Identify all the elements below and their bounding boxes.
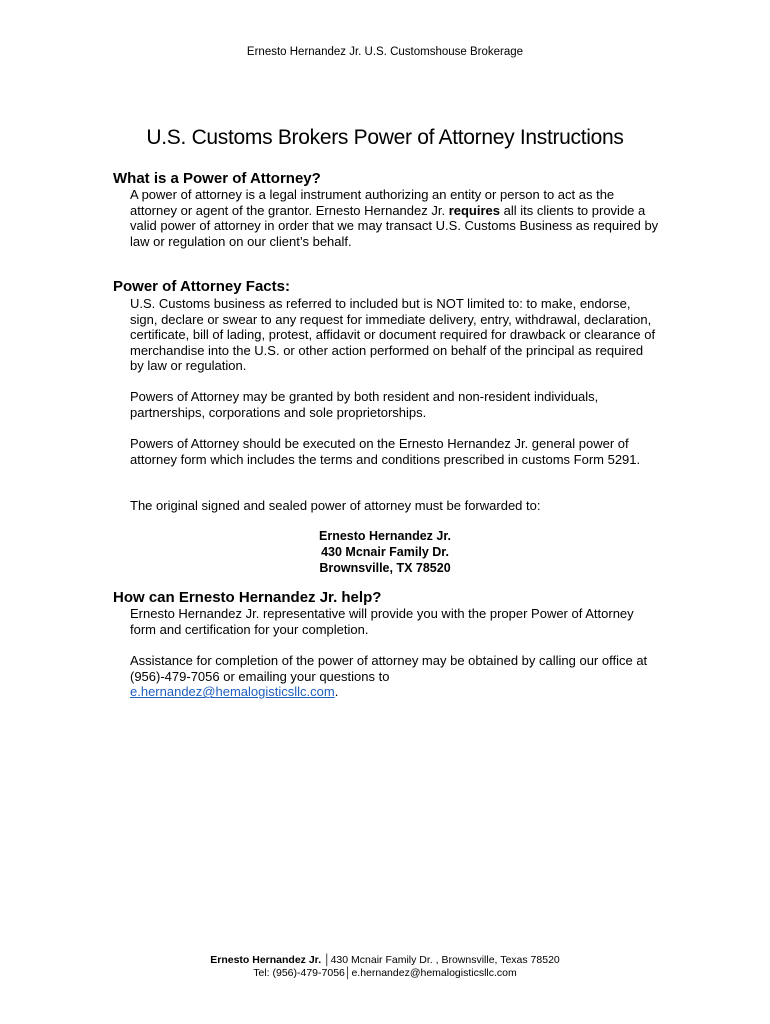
address-line-name: Ernesto Hernandez Jr. <box>319 529 451 543</box>
running-header: Ernesto Hernandez Jr. U.S. Customshouse Brokerage <box>246 46 524 58</box>
section-heading-how-can-help: How can Ernesto Hernandez Jr. help? <box>113 589 382 606</box>
section-heading-what-is-poa: What is a Power of Attorney? <box>113 170 321 187</box>
email-link[interactable]: e.hernandez@hemalogisticsllc.com <box>130 684 335 700</box>
address-line-city: Brownsville, TX 78520 <box>319 561 451 575</box>
page-title: U.S. Customs Brokers Power of Attorney Instructions <box>146 126 624 149</box>
mailing-address <box>0 528 770 576</box>
facts-paragraph-4: The original signed and sealed power of attorney must be forwarded to: <box>130 498 541 513</box>
footer-address: 430 Mcnair Family Dr. , Brownsville, Texas 78520 <box>330 954 560 966</box>
facts-paragraph-3: Powers of Attorney should be executed on the Ernesto Hernandez Jr. general power of attorney form which includes the terms and conditions prescribed in customs Form 5291. <box>130 436 641 467</box>
emphasis-requires: requires <box>448 202 501 218</box>
footer-separator: │ <box>321 954 331 966</box>
footer-line-1 <box>0 954 770 967</box>
page-footer <box>0 954 770 979</box>
section-what-is-poa-text <box>130 187 660 249</box>
help-paragraph-2 <box>130 653 660 700</box>
text-segment: A power of attorney is a legal instrument authorizing an entity or person to act as the attorney or agent of the grantor. Ernesto Hernandez Jr. <box>130 187 615 218</box>
text-segment: . <box>334 684 339 700</box>
text-segment: Assistance for completion of the power of attorney may be obtained by calling our office at (956)-479-7056 or emailing your questions to <box>130 653 648 684</box>
address-line-street: 430 Mcnair Family Dr. <box>321 545 449 559</box>
footer-separator: │ <box>344 966 352 979</box>
footer-line-2 <box>0 967 770 980</box>
help-paragraph-1: Ernesto Hernandez Jr. representative will provide you with the proper Power of Attorney form and certification for your completion. <box>130 606 634 637</box>
footer-company-name: Ernesto Hernandez Jr. <box>210 954 322 966</box>
text-segment: all its clients to provide a valid power of attorney in order that we may transact U.S. Customs Business as required by law or regulation on our client’s behalf. <box>130 202 659 249</box>
section-heading-poa-facts: Power of Attorney Facts: <box>113 278 290 295</box>
footer-email: e.hernandez@hemalogisticsllc.com <box>351 966 517 979</box>
facts-paragraph-2: Powers of Attorney may be granted by both resident and non-resident individuals, partnerships, corporations and sole proprietorships. <box>130 389 599 420</box>
footer-phone: Tel: (956)-479-7056 <box>253 966 345 979</box>
facts-paragraph-1: U.S. Customs business as referred to included but is NOT limited to: to make, endorse, sign, declare or swear to any request for immediate delivery, entry, withdrawal, declaration, certificate, bill of lading, protest, affidavit or document required for drawback or clearance of merchandise into the U.S. or other action performed on behalf of the principal as required by law or regulation. <box>130 296 656 374</box>
